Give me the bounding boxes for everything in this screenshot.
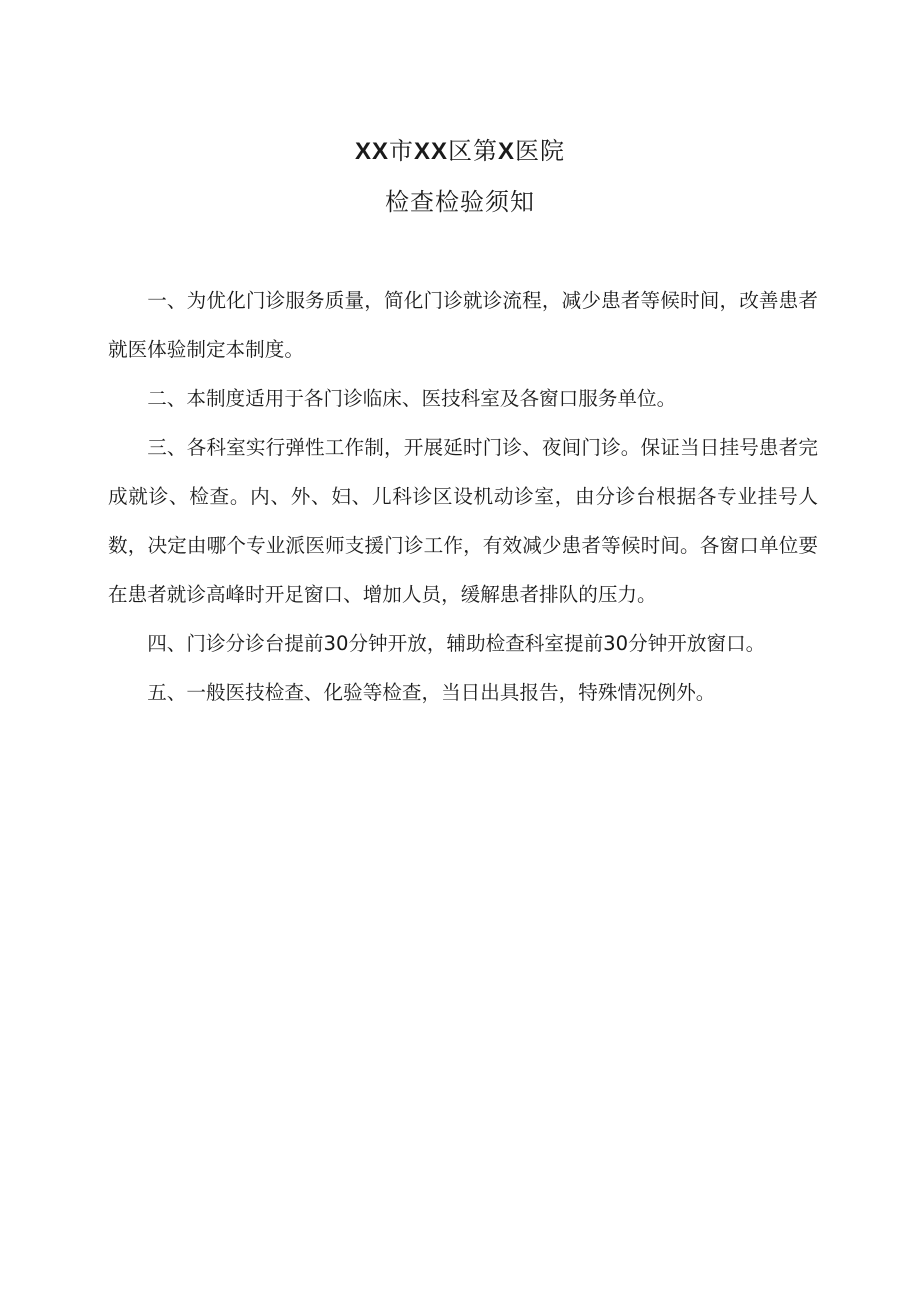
title-part: 市 — [388, 137, 414, 165]
paragraph-5: 五、一般医技检查、化验等检查，当日出具报告，特殊情况例外。 — [147, 681, 716, 704]
hospital-name — [0, 132, 920, 171]
title-part: 医院 — [515, 137, 566, 165]
title-part: XX — [413, 138, 448, 165]
title-part: 区第 — [448, 137, 498, 165]
paragraph-2: 二、本制度适用于各门诊临床、医技科室及各窗口服务单位。 — [147, 387, 677, 410]
document-subtitle: 检查检验须知 — [385, 188, 535, 216]
title-part: XX — [354, 138, 389, 165]
paragraph-1: 一、为优化门诊服务质量，简化门诊就诊流程，减少患者等候时间，改善患者就医体验制定本制度。 — [108, 289, 818, 361]
title-block — [0, 132, 920, 221]
title-part: X — [498, 138, 516, 165]
paragraph-4: 四、门诊分诊台提前30分钟开放，辅助检查科室提前30分钟开放窗口。 — [147, 632, 766, 655]
document-body — [108, 276, 818, 717]
paragraph-3: 三、各科室实行弹性工作制，开展延时门诊、夜间门诊。保证当日挂号患者完成就诊、检查。内、外、妇、儿科诊区设机动诊室，由分诊台根据各专业挂号人数，决定由哪个专业派医师支援门诊工作，有效减少患者等候时间。各窗口单位要在患者就诊高峰时开足窗口、增加人员，缓解患者排队的压力。 — [108, 436, 818, 606]
